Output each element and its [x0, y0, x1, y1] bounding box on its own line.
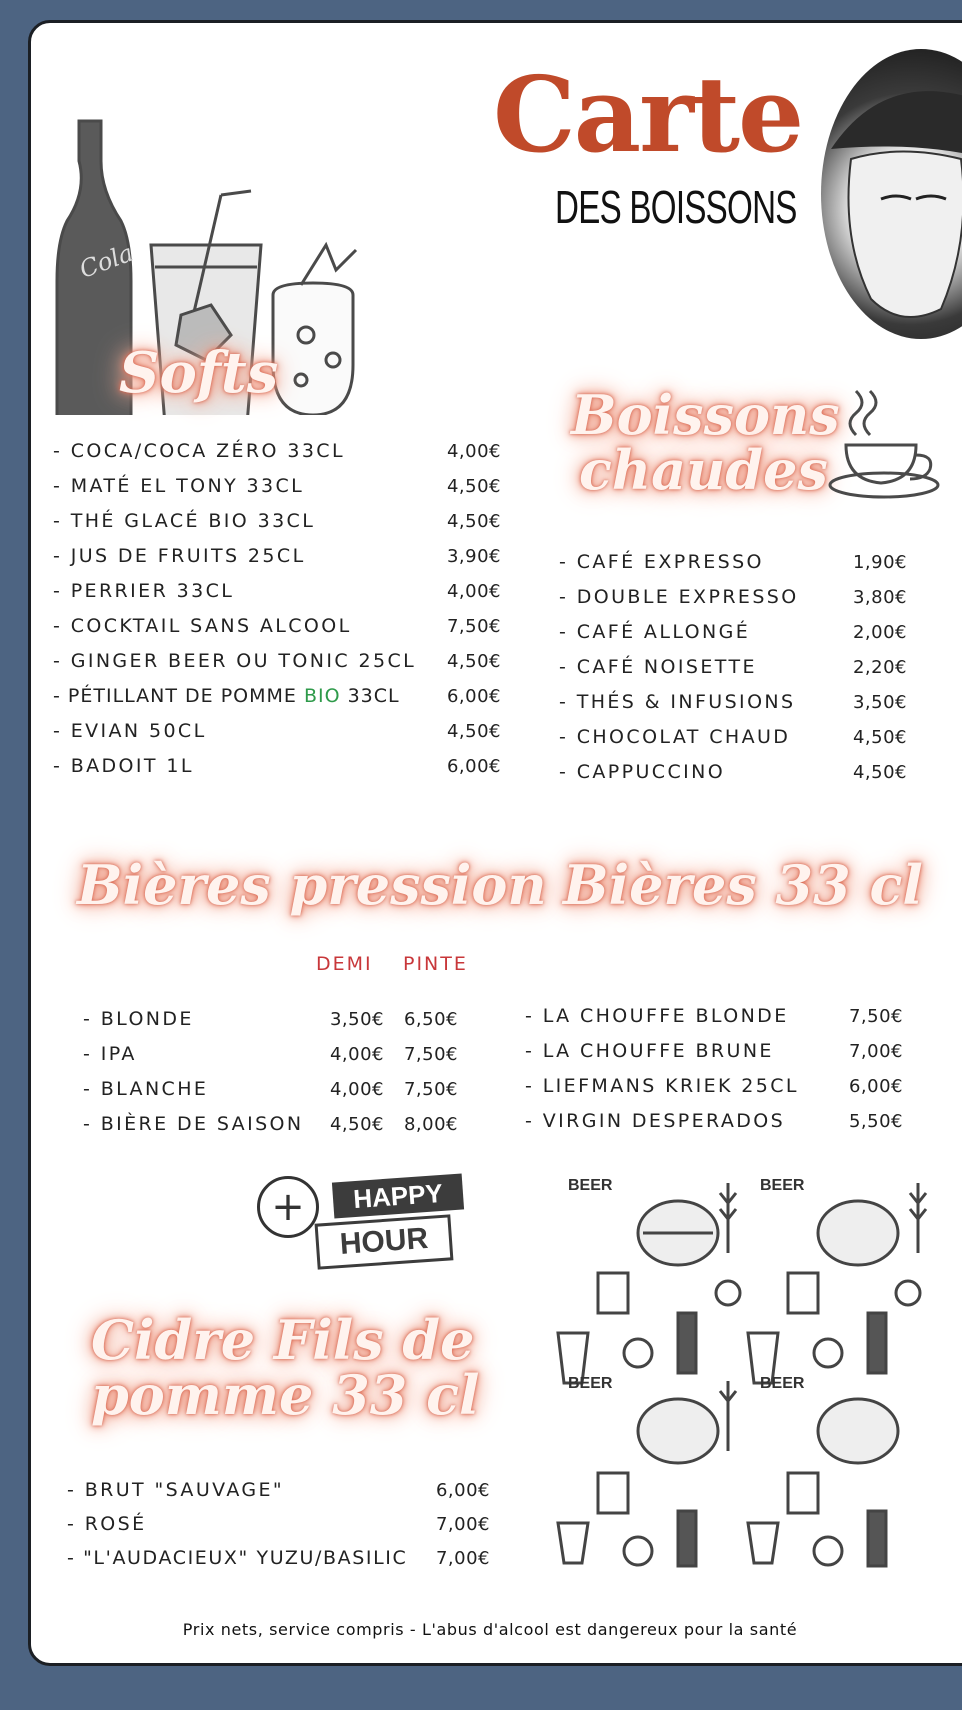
list-item	[559, 761, 907, 783]
item-price: 4,50€	[446, 651, 501, 672]
item-prices	[330, 1044, 458, 1065]
beer-doodles	[538, 1173, 932, 1569]
list-item	[525, 1005, 903, 1027]
list-item	[559, 621, 907, 643]
item-name: - LIEFMANS KRIEK 25CL	[525, 1075, 799, 1097]
list-item	[67, 1513, 490, 1535]
item-name: - LA CHOUFFE BRUNE	[525, 1040, 774, 1062]
cider-heading-line1: Cidre Fils de	[91, 1308, 475, 1372]
list-item	[559, 551, 907, 573]
list-item	[559, 726, 907, 748]
item-name: - GINGER BEER OU TONIC 25CL	[53, 650, 417, 672]
item-name: - CAPPUCCINO	[559, 761, 726, 783]
list-item	[525, 1075, 903, 1097]
item-name: - COCA/COCA ZÉRO 33CL	[53, 440, 345, 462]
demi-price: 4,00€	[329, 1044, 384, 1065]
list-item	[53, 440, 501, 462]
item-price: 1,90€	[852, 552, 907, 573]
page-subtitle: DES BOISSONS	[555, 181, 797, 233]
item-price: 6,00€	[435, 1480, 490, 1501]
list-item	[53, 615, 501, 637]
item-price: 6,00€	[446, 686, 501, 707]
item-price: 7,00€	[435, 1514, 490, 1535]
list-item	[53, 685, 501, 707]
pinte-price: 7,50€	[403, 1079, 458, 1100]
item-name-part: - PÉTILLANT DE POMME	[53, 685, 304, 707]
beer-word: BEER	[760, 1177, 805, 1194]
item-price: 2,00€	[852, 622, 907, 643]
item-price: 3,50€	[852, 692, 907, 713]
item-name: - THÉ GLACÉ BIO 33CL	[53, 510, 316, 532]
item-name: - ROSÉ	[67, 1513, 147, 1535]
demi-price: 4,50€	[329, 1114, 384, 1135]
list-item	[53, 510, 501, 532]
item-name: - EVIAN 50CL	[53, 720, 207, 742]
list-item	[53, 755, 501, 777]
plus-icon: +	[257, 1176, 319, 1238]
list-item	[559, 586, 907, 608]
pinte-price: 8,00€	[403, 1114, 458, 1135]
item-prices	[330, 1114, 458, 1135]
pinte-price: 6,50€	[403, 1009, 458, 1030]
item-name: - BADOIT 1L	[53, 755, 194, 777]
item-name: - BIÈRE DE SAISON	[83, 1113, 304, 1135]
mug-icon	[598, 1273, 818, 1513]
item-price: 7,50€	[848, 1006, 903, 1027]
item-price: 6,00€	[446, 756, 501, 777]
cider-heading	[91, 1308, 480, 1428]
list-item	[53, 475, 501, 497]
item-name: - BRUT "SAUVAGE"	[67, 1479, 285, 1501]
item-name: - LA CHOUFFE BLONDE	[525, 1005, 789, 1027]
hot-heading-line2: chaudes	[579, 438, 828, 503]
beer-word: BEER	[568, 1177, 613, 1194]
list-item	[525, 1040, 903, 1062]
coffee-cup-icon	[826, 385, 946, 505]
portrait-image	[821, 49, 962, 339]
item-price: 4,00€	[446, 581, 501, 602]
item-name: - VIRGIN DESPERADOS	[525, 1110, 786, 1132]
item-price: 4,50€	[852, 727, 907, 748]
list-item	[83, 1113, 458, 1135]
item-name: - BLANCHE	[83, 1078, 209, 1100]
pinte-price: 7,50€	[403, 1044, 458, 1065]
list-item	[53, 720, 501, 742]
item-price: 4,50€	[446, 721, 501, 742]
item-price: 5,50€	[848, 1111, 903, 1132]
menu-card	[28, 20, 962, 1666]
hour-label: HOUR	[315, 1214, 454, 1269]
item-price: 4,50€	[446, 511, 501, 532]
bottle-label: Cola	[75, 238, 137, 284]
item-name: - JUS DE FRUITS 25CL	[53, 545, 306, 567]
item-name: - COCKTAIL SANS ALCOOL	[53, 615, 352, 637]
hot-heading-line1: Boissons	[571, 383, 840, 447]
list-item	[83, 1078, 458, 1100]
item-price: 4,50€	[852, 762, 907, 783]
happy-label: HAPPY	[332, 1174, 464, 1219]
item-price: 3,80€	[852, 587, 907, 608]
item-name: - IPA	[83, 1043, 137, 1065]
item-price: 7,00€	[435, 1548, 490, 1569]
list-item	[53, 545, 501, 567]
bottled-beers-heading: Bières 33 cl	[563, 853, 923, 917]
list-item	[83, 1008, 458, 1030]
bio-label: BIO	[303, 685, 341, 707]
column-demi: DEMI	[316, 953, 373, 975]
item-name: - BLONDE	[83, 1008, 194, 1030]
demi-price: 4,00€	[329, 1079, 384, 1100]
list-item	[525, 1110, 903, 1132]
item-prices	[330, 1009, 458, 1030]
item-price: 7,50€	[446, 616, 501, 637]
mint-icon	[301, 245, 356, 285]
softs-heading: Softs	[119, 340, 279, 406]
list-item	[53, 580, 501, 602]
item-name: - MATÉ EL TONY 33CL	[53, 475, 305, 497]
list-item	[559, 656, 907, 678]
page-title: Carte	[493, 53, 803, 176]
footer-note: Prix nets, service compris - L'abus d'alcool est dangereux pour la santé	[182, 1620, 798, 1639]
item-price: 2,20€	[852, 657, 907, 678]
item-price: 4,00€	[446, 441, 501, 462]
item-price: 7,00€	[848, 1041, 903, 1062]
item-price: 3,90€	[446, 546, 501, 567]
beer-word: BEER	[760, 1375, 805, 1392]
list-item	[53, 650, 501, 672]
item-price: 6,00€	[848, 1076, 903, 1097]
item-name	[53, 685, 400, 707]
item-name: - CAFÉ ALLONGÉ	[559, 621, 751, 643]
hot-drinks-heading	[571, 383, 840, 503]
item-name: - THÉS & INFUSIONS	[559, 691, 796, 713]
item-name: - PERRIER 33CL	[53, 580, 235, 602]
beer-pattern-illustration	[538, 1173, 932, 1569]
list-item	[67, 1479, 490, 1501]
item-name-part: 33CL	[340, 685, 400, 707]
item-name: - CAFÉ NOISETTE	[559, 656, 757, 678]
list-item	[67, 1547, 490, 1569]
demi-price: 3,50€	[329, 1009, 384, 1030]
item-prices	[330, 1079, 458, 1100]
list-item	[83, 1043, 458, 1065]
item-name: - CHOCOLAT CHAUD	[559, 726, 791, 748]
list-item	[559, 691, 907, 713]
draft-beers-heading: Bières pression	[77, 853, 547, 917]
beer-word: BEER	[568, 1375, 613, 1392]
column-pinte: PINTE	[403, 953, 468, 975]
cocktail-glass-icon	[273, 283, 353, 415]
item-name: - CAFÉ EXPRESSO	[559, 551, 764, 573]
cider-heading-line2: pomme 33 cl	[91, 1363, 480, 1428]
item-name: - DOUBLE EXPRESSO	[559, 586, 799, 608]
item-price: 4,50€	[446, 476, 501, 497]
item-name: - "L'AUDACIEUX" YUZU/BASILIC	[67, 1547, 408, 1569]
